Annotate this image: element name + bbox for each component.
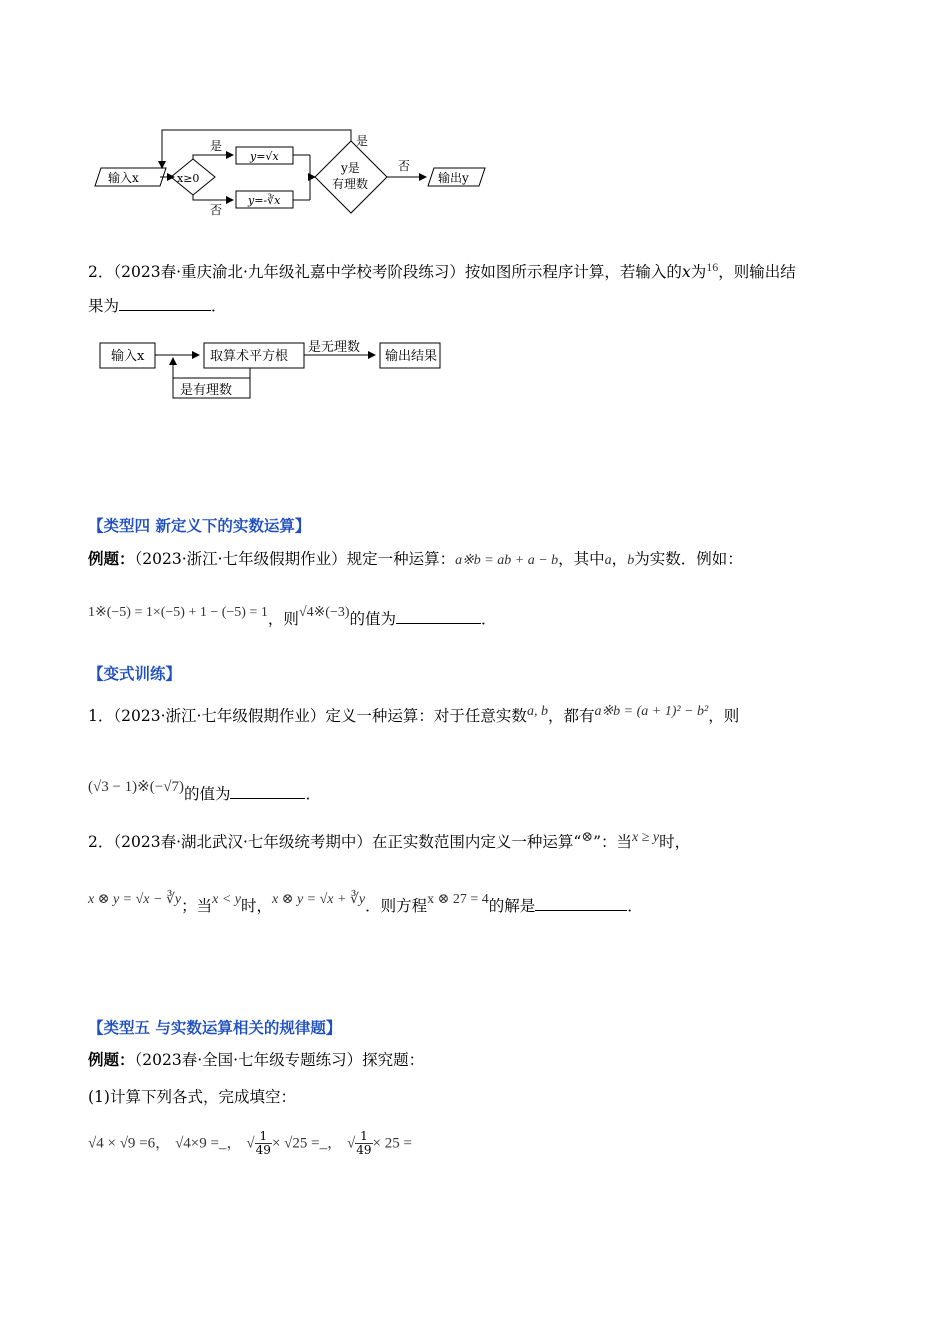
type4-heading: 【类型四 新定义下的实数运算】 (88, 516, 311, 535)
frac1: $\frac{1}{49}$ (255, 1129, 271, 1157)
frac2: $\frac{1}{49}$ (356, 1129, 372, 1157)
input-label: 输入x (108, 171, 139, 185)
diamond2-line1: y是 (341, 161, 360, 175)
yes-label-2: 是 (356, 134, 369, 148)
output-label: 输出y (438, 171, 469, 185)
type5-part1: (1)计算下列各式，完成填空： (88, 1088, 296, 1106)
type5-heading: 【类型五 与实数运算相关的规律题】 (88, 1018, 342, 1037)
flowchart-1 (88, 122, 488, 222)
expr3: × √25 =_， (271, 1135, 343, 1152)
question-2-line2: 果为 ． (88, 297, 227, 315)
variation-q1-line1: 1．（2023·浙江·七年级假期作业）定义一种运算：对于任意实数a, b，都有a※b = (a + 1)² − b²，则 (88, 704, 740, 725)
expr1: √4 × √9 =6， (88, 1135, 171, 1152)
type4-example-line2: 1※(−5) = 1×(−5) + 1 − (−5) = 1，则√4※(−3)的值为 ． (88, 605, 497, 628)
type5-expressions: √4 × √9 =6， √4×9 =_， √ $\frac{1}{49}$ × √25 =_， √ $\frac{1}{49}$ × 25 = (88, 1129, 412, 1157)
variation-q2-line1: 2．（2023春·湖北武汉·七年级统考期中）在正实数范围内定义一种运算“⊗”：当x ≥ y时， (88, 830, 691, 851)
condition-label: x≥0 (177, 172, 200, 185)
process-label: 取算术平方根 (210, 349, 289, 364)
expr2: √4×9 =_， (175, 1135, 242, 1152)
upper-formula: y=√x (250, 150, 279, 163)
diamond2-line2: 有理数 (332, 177, 369, 191)
answer-blank[interactable] (396, 608, 481, 624)
yes-label-1: 是 (210, 139, 223, 153)
lower-formula: y=-∛x (248, 194, 281, 207)
variation-q1-line2: (√3 − 1)※(−√7)的值为 ． (88, 779, 321, 803)
variation-heading: 【变式训练】 (88, 664, 182, 683)
answer-blank[interactable] (119, 295, 211, 311)
q-number: 2． (88, 263, 114, 282)
answer-blank[interactable] (230, 783, 305, 799)
output-result-label: 输出结果 (385, 349, 438, 364)
type4-example-line1: 例题：（2023·浙江·七年级假期作业）规定一种运算：a※b = ab + a − b，其中a，b为实数．例如： (88, 549, 743, 568)
no-label-1: 否 (210, 203, 223, 217)
irrational-label: 是无理数 (308, 340, 361, 355)
no-label-2: 否 (398, 159, 411, 173)
question-2-line1: 2．（2023春·重庆渝北·九年级礼嘉中学校考阶段练习）按如图所示程序计算，若输入的x为$^{16}$，则输出结 (88, 260, 796, 282)
type5-example: 例题：（2023春·全国·七年级专题练习）探究题： (88, 1050, 425, 1069)
answer-blank[interactable] (535, 895, 627, 911)
flowchart-2 (95, 338, 455, 404)
input-label-2: 输入x (111, 349, 145, 364)
expr4: × 25 = (372, 1135, 412, 1152)
rational-loop-label: 是有理数 (180, 383, 233, 398)
variation-q2-line2: x ⊗ y = √x − ∛y；当x < y时，x ⊗ y = √x + ∛y．则方程x ⊗ 27 = 4的解是 ． (88, 892, 643, 915)
